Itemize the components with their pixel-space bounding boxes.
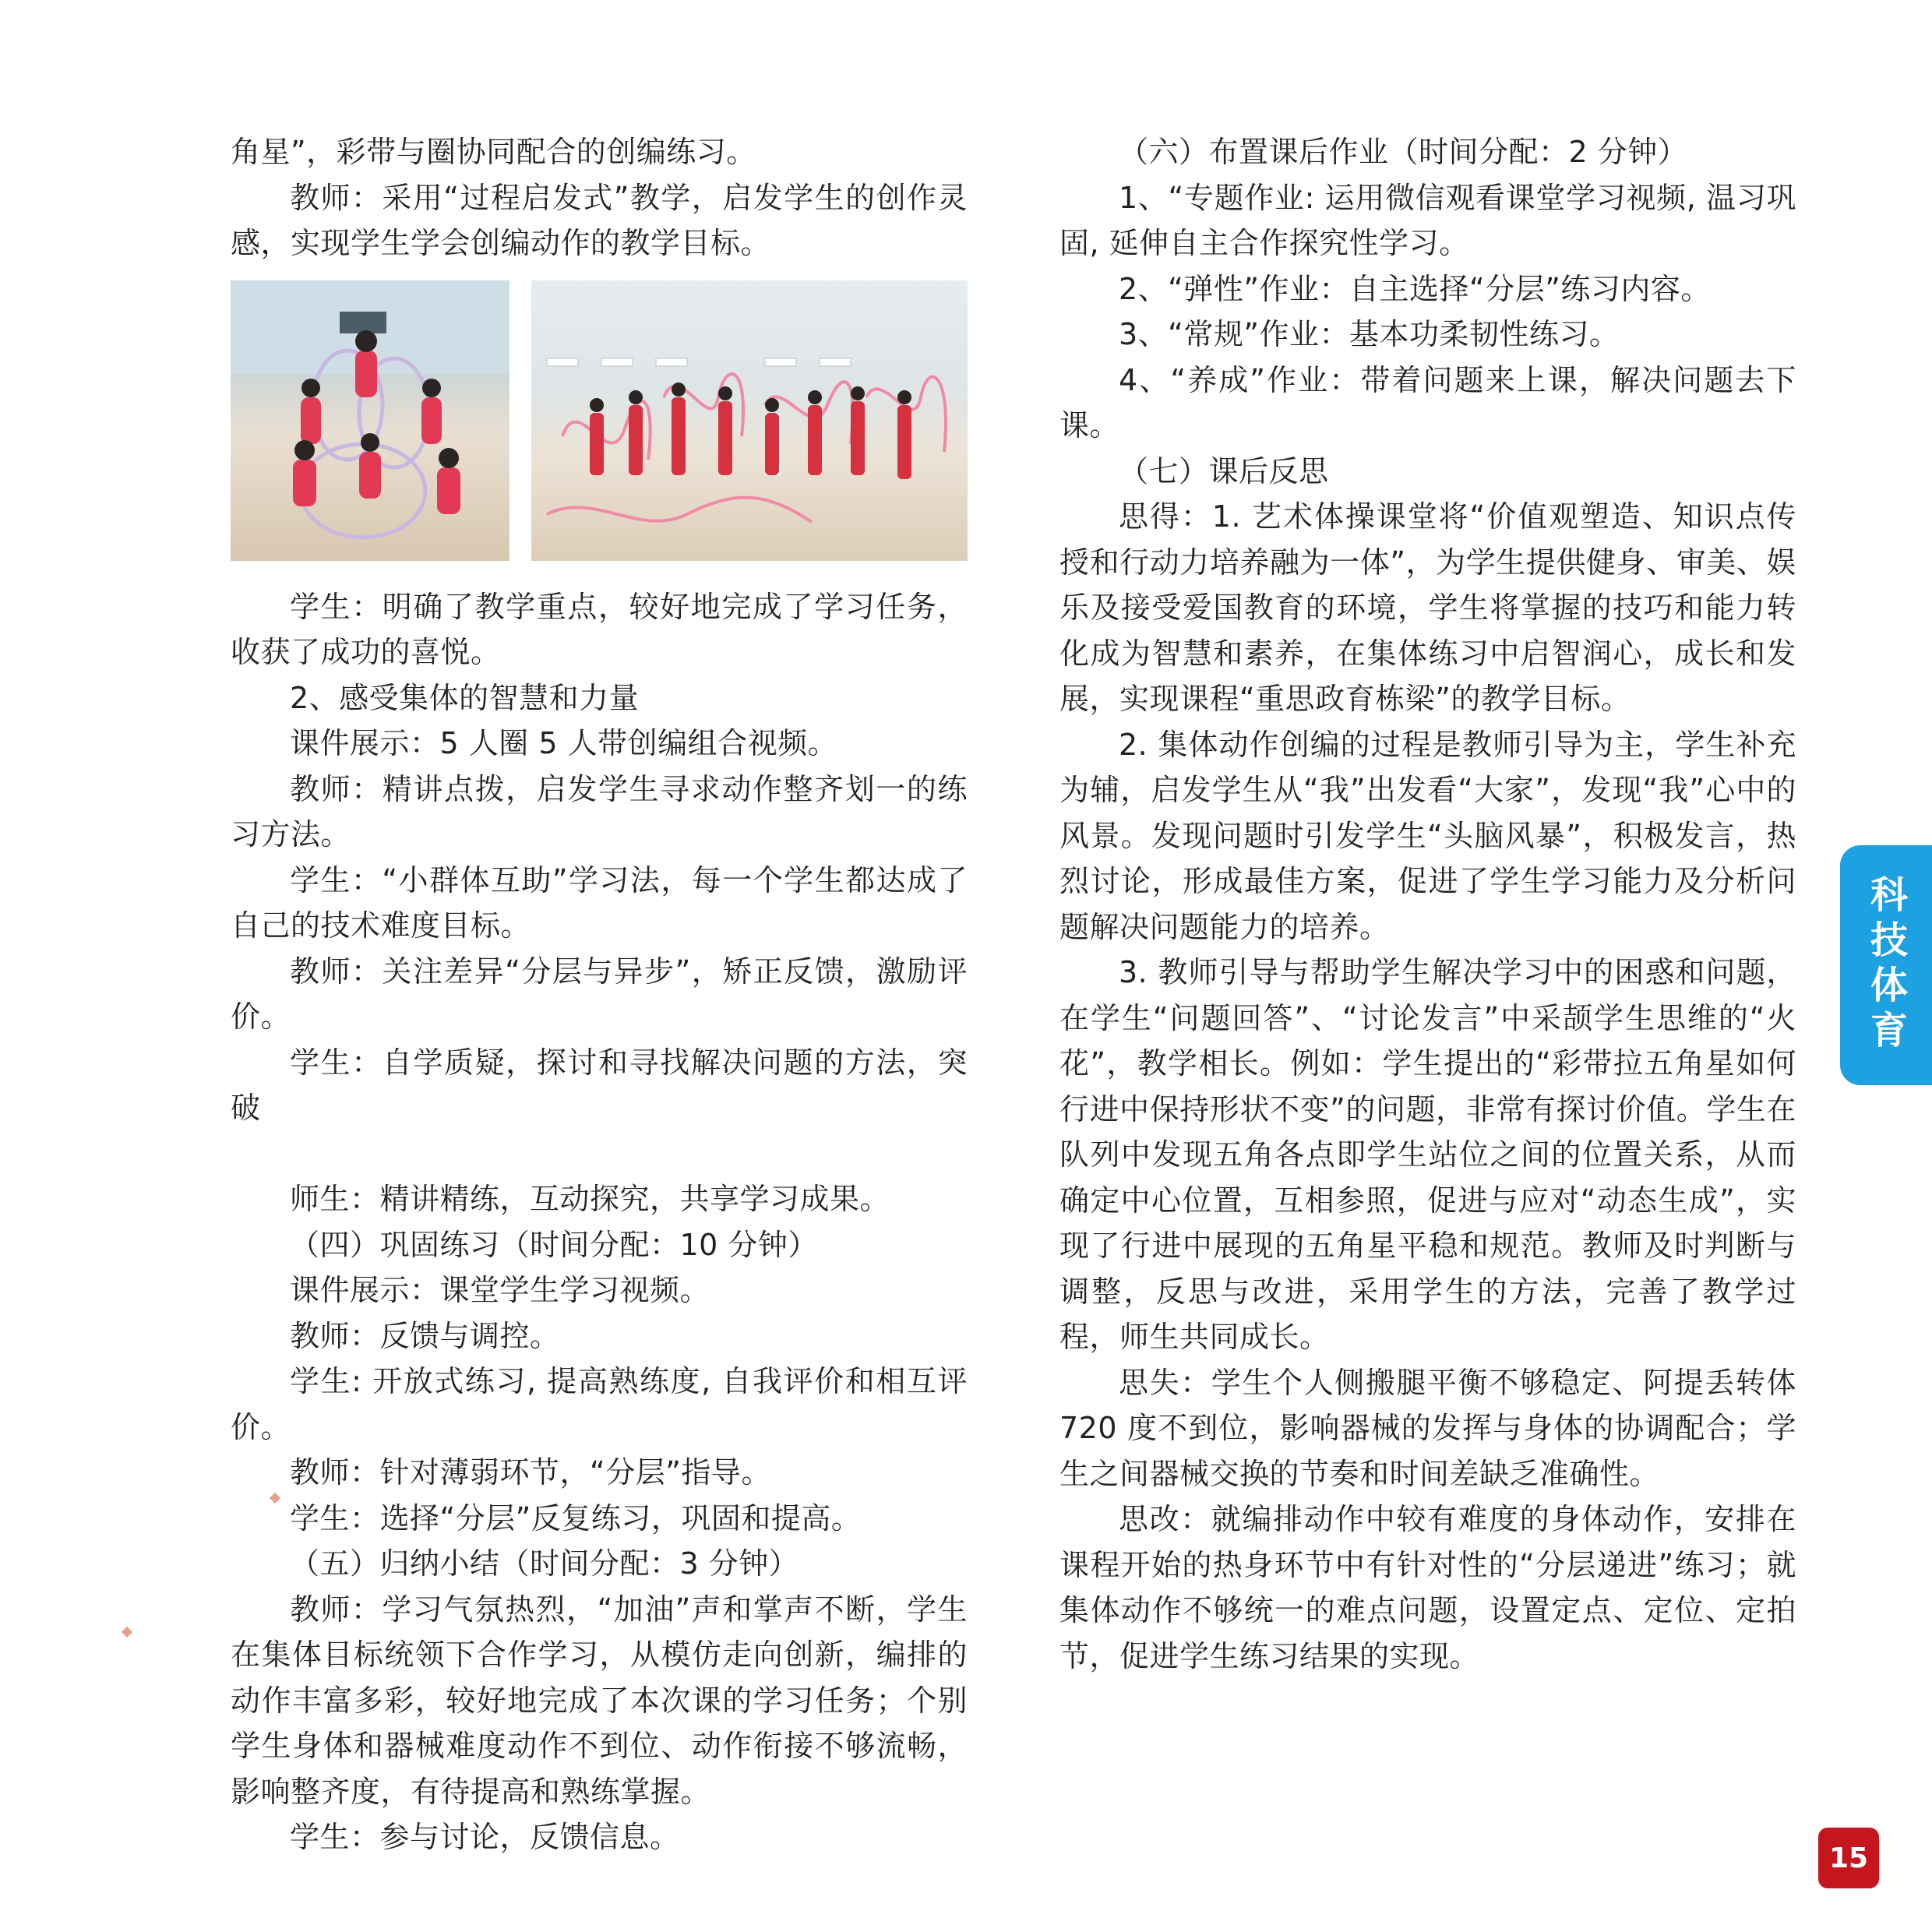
paragraph: 教师：学习气氛热烈，“加油”声和掌声不断，学生在集体目标统领下合作学习，从模仿走向创新，编排的动作丰富多彩，较好地完成了本次课的学习任务；个别学生身体和器械难度动作不到位、动作衔接不够流畅，影响整齐度，有待提高和熟练掌握。	[231, 1592, 968, 1809]
section-heading: （五）归纳小结（时间分配：3 分钟）	[290, 1546, 799, 1581]
paragraph: 课件展示：5 人圈 5 人带创编组合视频。	[290, 726, 838, 760]
section-heading: （四）巩固练习（时间分配：10 分钟）	[290, 1227, 818, 1262]
paragraph: 4、“养成”作业：带着问题来上课，解决问题去下课。	[1059, 362, 1796, 442]
paragraph: 2、“弹性”作业：自主选择“分层”练习内容。	[1119, 271, 1711, 306]
paragraph: 教师：精讲点拨，启发学生寻求动作整齐划一的练习方法。	[231, 771, 968, 851]
section-tab	[1840, 845, 1932, 1085]
paragraph: 师生：精讲精练，互动探究，共享学习成果。	[290, 1182, 890, 1216]
gymnastics-ribbons-photo	[531, 280, 968, 561]
paragraph: 3、“常规”作业：基本功柔韧性练习。	[1119, 317, 1620, 351]
section-heading: （六）布置课后作业（时间分配：2 分钟）	[1119, 135, 1688, 169]
decorative-mark	[122, 1627, 132, 1638]
paragraph: 思失：学生个人侧搬腿平衡不够稳定、阿提丢转体720 度不到位，影响器械的发挥与身体的协调配合；学生之间器械交换的节奏和时间差缺乏准确性。	[1059, 1365, 1796, 1491]
paragraph: 学生：明确了教学重点，较好地完成了学习任务，收获了成功的喜悦。	[231, 589, 968, 669]
photo-row	[231, 280, 968, 561]
gymnastics-hoops-photo	[231, 280, 509, 561]
section-heading: （七）课后反思	[1119, 453, 1329, 488]
paragraph: 学生: 开放式练习, 提高熟练度, 自我评价和相互评价。	[231, 1364, 968, 1444]
paragraph: 思改：就编排动作中较有难度的身体动作，安排在课程开始的热身环节中有针对性的“分层递进”练习；就集体动作不够统一的难点问题，设置定点、定位、定拍节，促进学生练习结果的实现。	[1059, 1502, 1796, 1673]
paragraph: 2、感受集体的智慧和力量	[290, 680, 640, 715]
paragraph: 教师：针对薄弱环节，“分层”指导。	[290, 1455, 771, 1490]
paragraph: 学生：自学质疑，探讨和寻找解决问题的方法，突破	[231, 1045, 968, 1125]
paragraph: 3. 教师引导与帮助学生解决学习中的困惑和问题，在学生“问题回答”、“讨论发言”中采颉学生思维的“火花”，教学相长。例如：学生提出的“彩带拉五角星如何行进中保持形状不变”的问题，非常有探讨价值。学生在队列中发现五角各点即学生站位之间的位置关系，从而确定中心位置，互相参照，促进与应对“动态生成”，实现了行进中展现的五角星平稳和规范。教师及时判断与调整，反思与改进，采用学生的方法，完善了教学过程，师生共同成长。	[1059, 955, 1796, 1354]
blank-line	[231, 1131, 968, 1177]
paragraph: 思得：1. 艺术体操课堂将“价值观塑造、知识点传授和行动力培养融为一体”，为学生提供健身、审美、娱乐及接受爱国教育的环境，学生将掌握的技巧和能力转化成为智慧和素养，在集体练习中启智润心，成长和发展，实现课程“重思政育栋梁”的教学目标。	[1059, 499, 1796, 716]
paragraph: 学生：参与讨论，反馈信息。	[290, 1820, 680, 1854]
section-tab-label: 科技体育	[1863, 875, 1908, 1056]
paragraph: 教师：采用“过程启发式”教学，启发学生的创作灵感，实现学生学会创编动作的教学目标。	[231, 180, 968, 260]
paragraph: 教师：反馈与调控。	[290, 1318, 560, 1353]
paragraph: 课件展示：课堂学生学习视频。	[290, 1273, 710, 1307]
left-column	[231, 129, 968, 1860]
page-number-badge: 15	[1818, 1828, 1879, 1888]
paragraph: 1、“专题作业: 运用微信观看课堂学习视频, 温习巩固, 延伸自主合作探究性学习。	[1059, 180, 1796, 260]
paragraph: 学生：“小群体互助”学习法，每一个学生都达成了自己的技术难度目标。	[231, 862, 968, 943]
paragraph: 角星”，彩带与圈协同配合的创编练习。	[231, 135, 756, 169]
paragraph: 2. 集体动作创编的过程是教师引导为主，学生补充为辅，启发学生从“我”出发看“大家”，发现“我”心中的风景。发现问题时引发学生“头脑风暴”，积极发言，热烈讨论，形成最佳方案，促进了学生学习能力及分析问题解决问题能力的培养。	[1059, 727, 1796, 944]
paragraph: 学生：选择“分层”反复练习，巩固和提高。	[290, 1500, 862, 1535]
paragraph: 教师：关注差异“分层与异步”，矫正反馈，激励评价。	[231, 954, 968, 1034]
right-column	[1059, 129, 1796, 1679]
